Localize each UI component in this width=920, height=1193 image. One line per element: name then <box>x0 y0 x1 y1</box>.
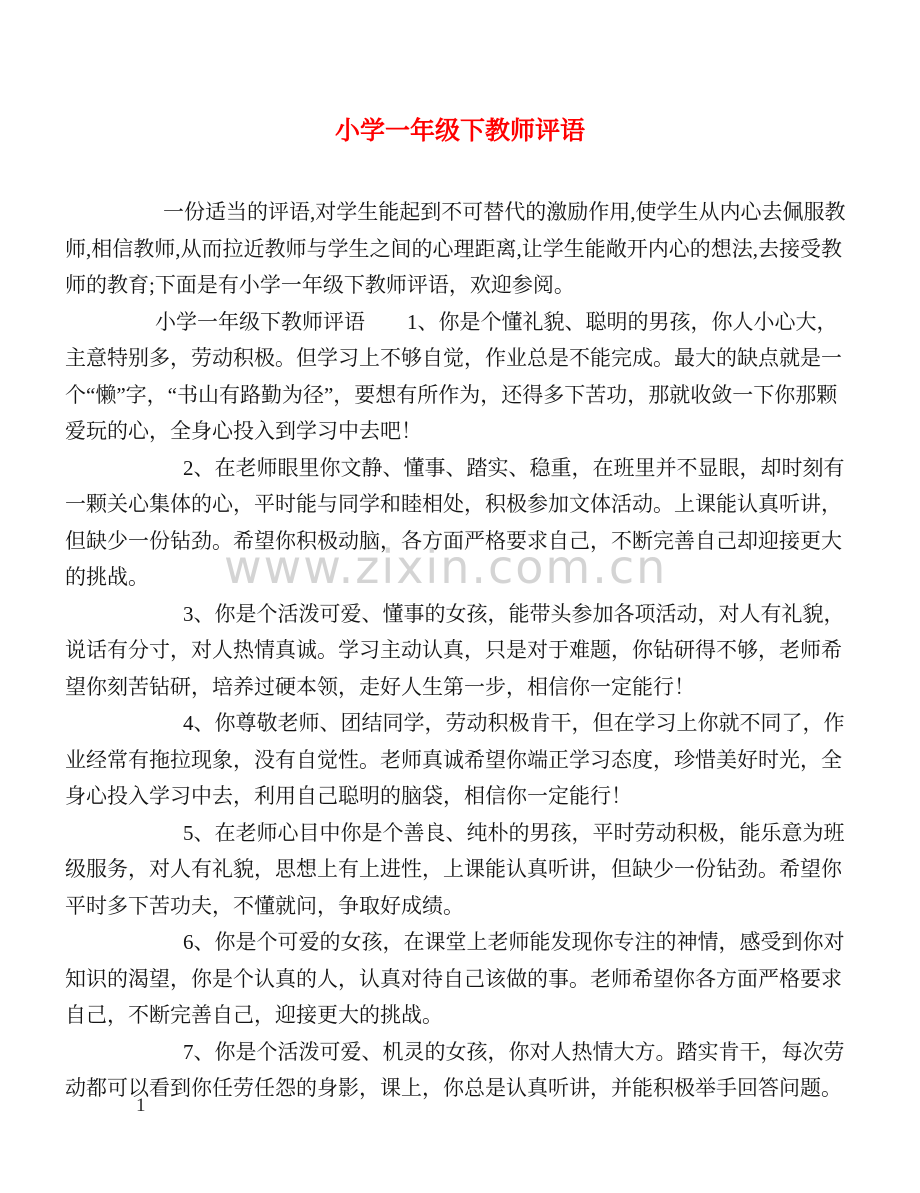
comment-paragraph-5: 5、在老师心目中你是个善良、纯朴的男孩，平时劳动积极，能乐意为班级服务，对人有礼貌，思想上有上进性，上课能认真听讲，但缺少一份钻劲。希望你平时多下苦功夫，不懂就问，争取好成绩。 <box>65 820 845 918</box>
comment-paragraph-4: 4、你尊敬老师、团结同学，劳动积极肯干，但在学习上你就不同了，作业经常有拖拉现象，没有自觉性。老师真诚希望你端正学习态度，珍惜美好时光，全身心投入学习中去，利用自己聪明的脑袋，相信你一定能行！ <box>65 711 845 808</box>
watermark-text: www.zixin.com.cn <box>224 540 668 594</box>
comment-paragraph-6: 6、你是个可爱的女孩，在课堂上老师能发现你专注的神情，感受到你对知识的渴望，你是个认真的人，认真对待自己该做的事。老师希望你各方面严格要求自己，不断完善自己，迎接更大的挑战。 <box>65 930 845 1027</box>
comment-paragraph-1: 小学一年级下教师评语 1、你是个懂礼貌、聪明的男孩，你人小心大，主意特别多，劳动积极。但学习上不够自觉，作业总是不能完成。最大的缺点就是一个“懒”字，“书山有路勤为径”，要想有所作为，还得多下苦功，那就收敛一下你那颗爱玩的心，全身心投入到学习中去吧！ <box>65 309 842 443</box>
page-number: 1 <box>136 1095 146 1116</box>
intro-paragraph: 一份适当的评语,对学生能起到不可替代的激励作用,使学生从内心去佩服教师,相信教师,从而拉近教师与学生之间的心理距离,让学生能敞开内心的想法,去接受教师的教育;下面是有小学一年级下教师评语，欢迎参阅。 <box>65 200 846 297</box>
comment-paragraph-7: 7、你是个活泼可爱、机灵的女孩，你对人热情大方。踏实肯干，每次劳动都可以看到你任劳任怨的身影，课上，你总是认真听讲，并能积极举手回答问题。 <box>65 1039 845 1100</box>
comment-paragraph-2: 2、在老师眼里你文静、懂事、踏实、稳重，在班里并不显眼，却时刻有一颗关心集体的心，平时能与同学和睦相处，积极参加文体活动。上课能认真听讲，但缺少一份钻劲。希望你积极动脑，各方面严格要求自己，不断完善自己却迎接更大的挑战。 <box>65 455 845 589</box>
page-title: 小学一年级下教师评语 <box>334 118 585 145</box>
comment-paragraph-3: 3、你是个活泼可爱、懂事的女孩，能带头参加各项活动，对人有礼貌，说话有分寸，对人热情真诚。学习主动认真，只是对于难题，你钻研得不够，老师希望你刻苦钻研，培养过硬本领，走好人生第一步，相信你一定能行！ <box>65 601 845 699</box>
document-body <box>65 194 855 1107</box>
